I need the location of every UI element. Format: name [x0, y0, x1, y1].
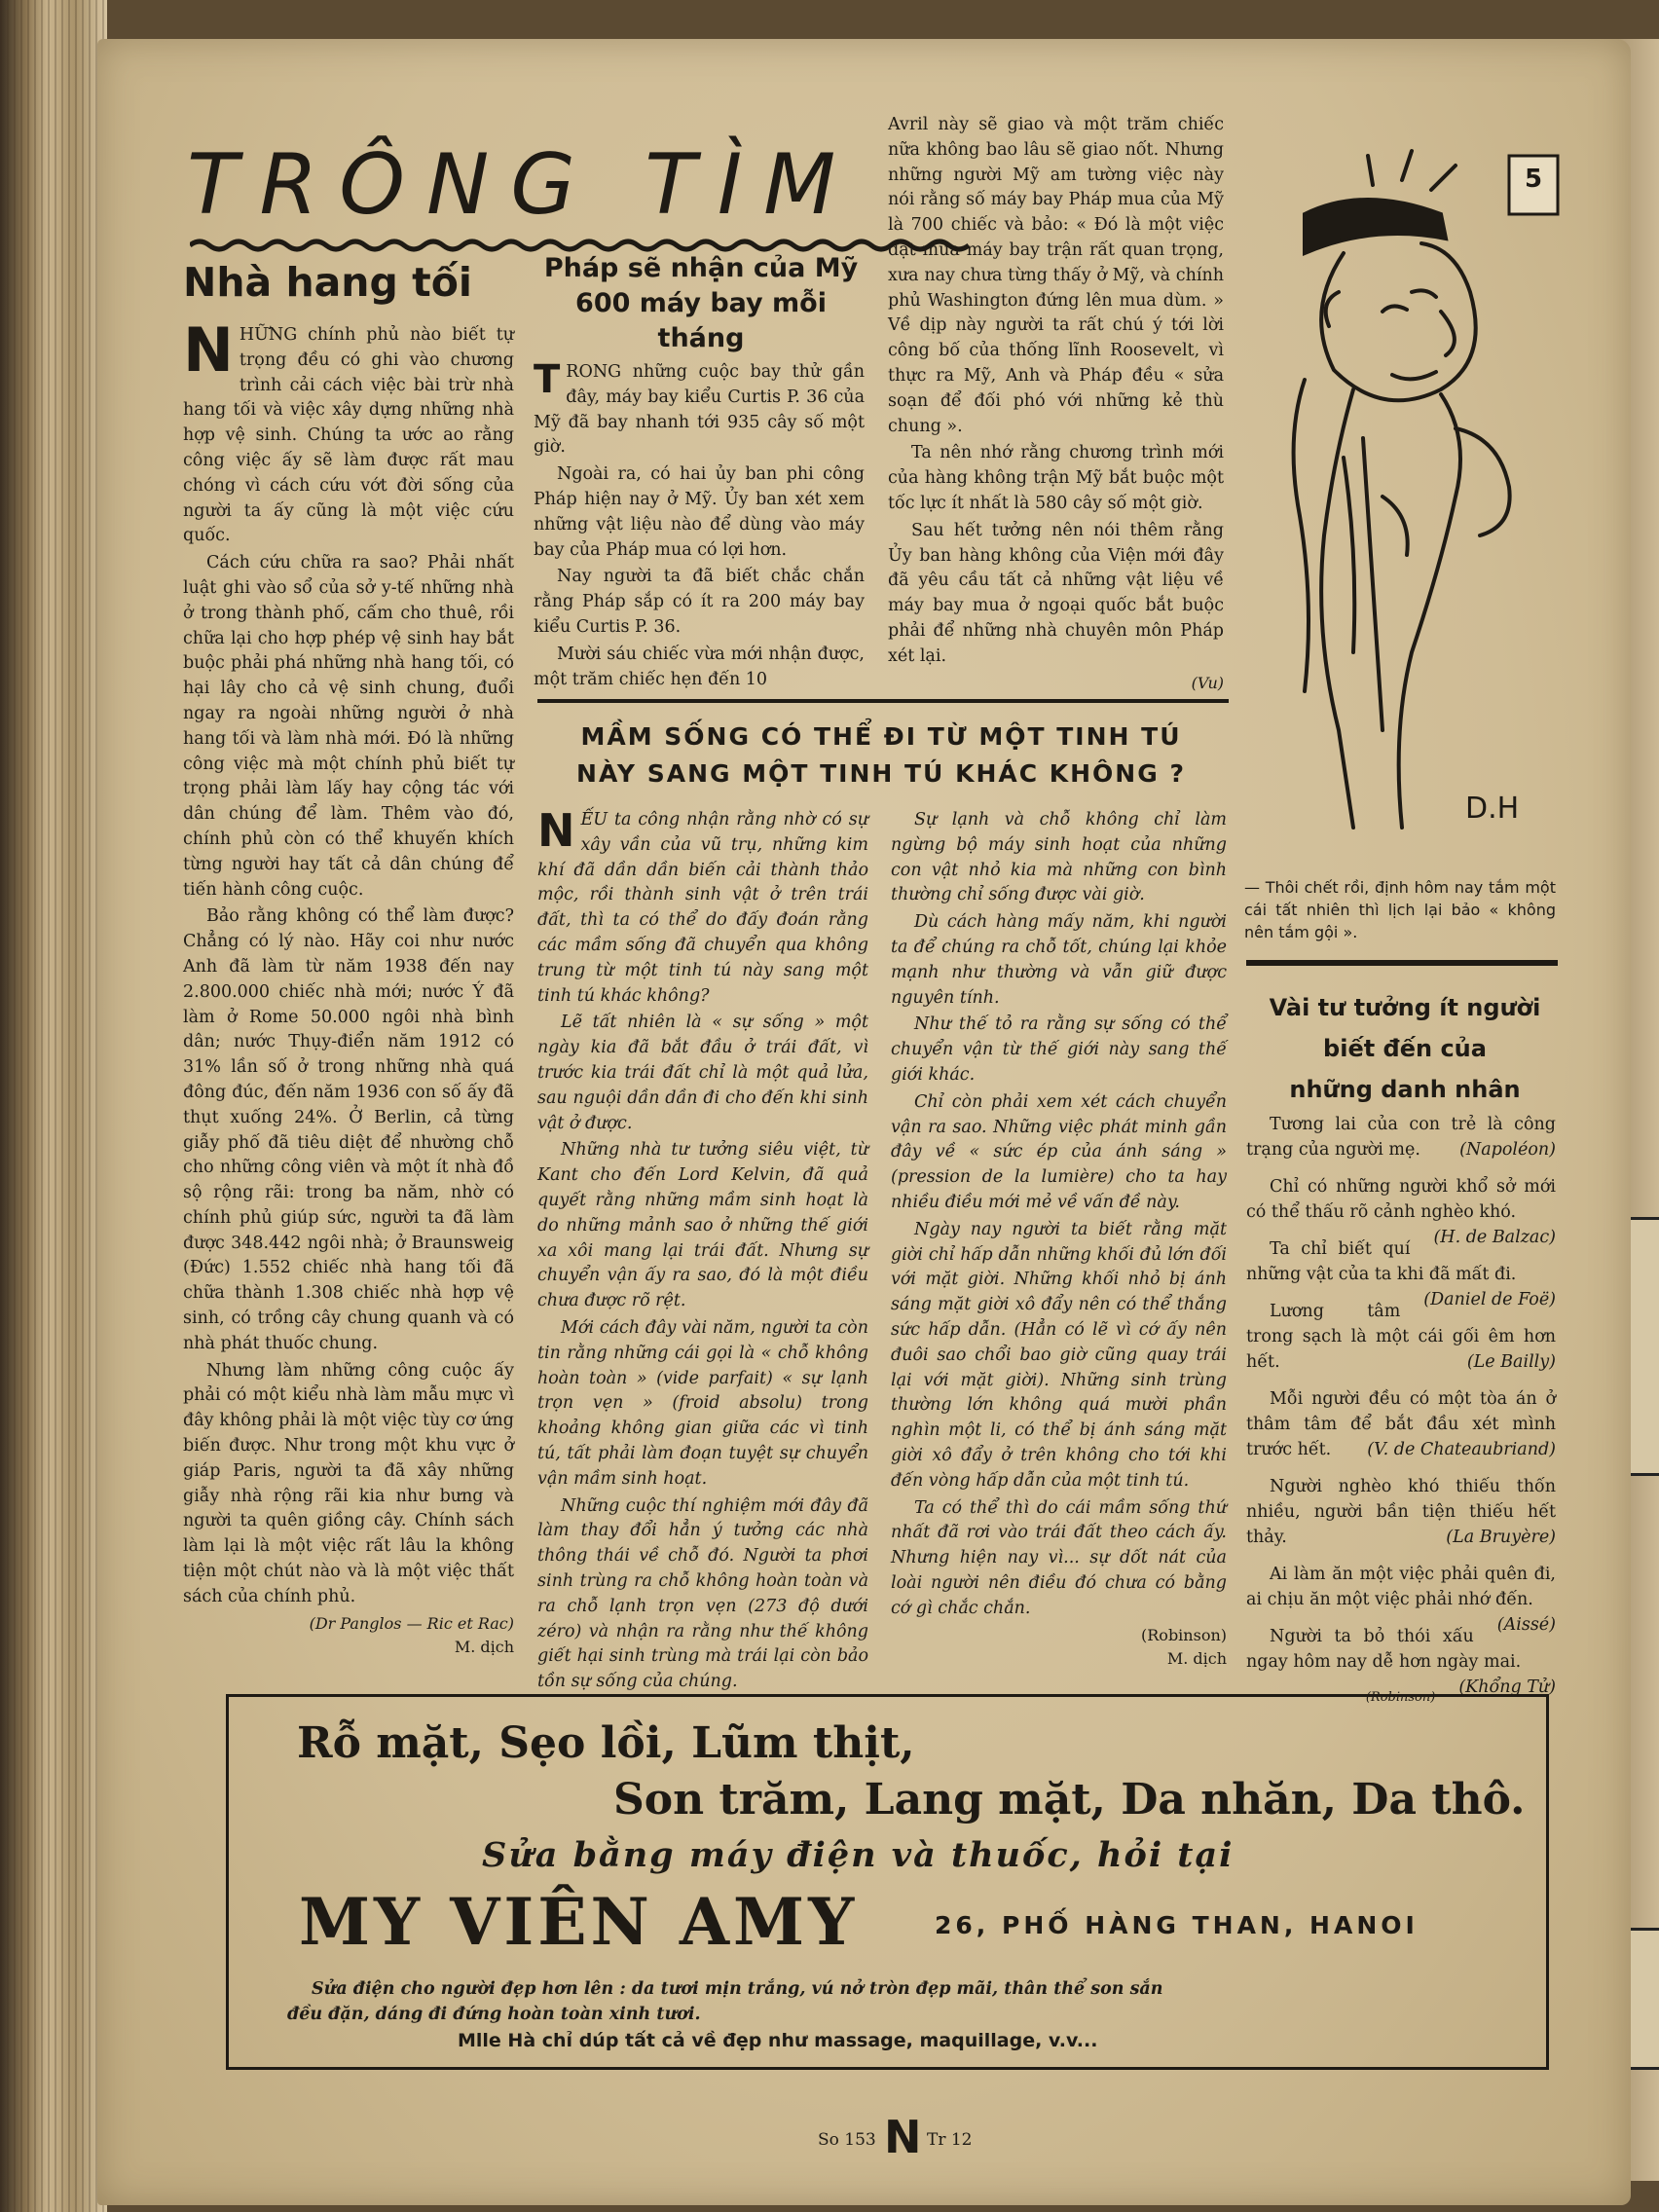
paragraph: Nay người ta đã biết chắc chắn rằng Pháp sắp có ít ra 200 máy bay kiểu Curtis P. 36. — [534, 567, 865, 637]
ad-line-4: Sửa điện cho người đẹp hơn lên : da tươi mịn trắng, vú nở tròn đẹp mãi, thân thể son sắn — [312, 1979, 1163, 1999]
paragraph: Nhưng làm những công cuộc ấy phải có một kiểu nhà làm mẫu mực vì đây không phải là một việc tùy cơ ứng biến được. Như trong một khu vực ở giáp Paris, người ta đã xây những giẫy nhà rộng rãi kia như bưng và người ta quên giồng cây. Chính sách làm lại là một việc rất lâu la không tiện một chút nào và là một việc thất sách của chính phủ. — [183, 1360, 514, 1606]
ad-address: 26, PHỐ HÀNG THAN, HANOI — [935, 1911, 1419, 1939]
ad-line-5: đều đặn, dáng đi đứng hoàn toàn xinh tươi. — [287, 2005, 701, 2024]
paragraph: Cách cứu chữa ra sao? Phải nhất luật ghi vào sổ của sở y-tế những nhà ở trong thành phố, cấm cho thuê, rồi chữa lại cho hợp phép vệ sinh hay bắt buộc phải phá những nhà hang tối, có hại lây cho cả vệ sinh chung, đuổi ngay ra ngoài những người ở nhà hang tối và làm nhà mới. Đó là những công việc mà một chính phủ biết tự trọng phải làm lấy hay cộng tác với dân chúng để làm. Thêm vào đó, chính phủ còn có thể khuyến khích từng người hay tất cả dân chúng để tiến hành công cuộc. — [183, 553, 514, 900]
quotes-list — [1246, 1112, 1556, 1710]
paragraph: Ta nên nhớ rằng chương trình mới của hàng không trận Mỹ bắt buộc một tốc lực ít nhất là 580 cây số một giờ. — [888, 443, 1224, 513]
quote-author: (La Bruyère) — [1446, 1528, 1556, 1547]
paragraph: Những nhà tư tưởng siêu việt, từ Kant cho đến Lord Kelvin, đã quả quyết rằng những mầm sinh hoạt là do những mảnh sao ở những thế giới xa xôi mang lại trái đất. Nhưng sự chuyển vận ấy ra sao, đó là một điều chưa được rõ rệt. — [537, 1140, 868, 1311]
quote-author: (Le Bailly) — [1466, 1352, 1556, 1372]
quote-text: Mỗi người đều có một tòa án ở thâm tâm để bắt đầu xét mình trước hết. — [1246, 1389, 1556, 1459]
article-nha-hang-toi — [183, 314, 514, 1659]
section-rule — [1246, 960, 1558, 966]
paragraph: Như thế tỏ ra rằng sự sống có thể chuyển vận từ thế giới này sang thế giới khác. — [891, 1014, 1227, 1085]
paragraph: RONG những cuộc bay thử gần đây, máy bay kiểu Curtis P. 36 của Mỹ đã bay nhanh tới 935 cây số một giờ. — [534, 362, 865, 458]
quote-item — [1246, 1386, 1556, 1462]
article-planes-col1 — [534, 357, 865, 694]
cartoon-illustration — [1246, 146, 1577, 866]
quote-author: (Napoléon) — [1459, 1140, 1556, 1160]
article-life-col1 — [537, 804, 868, 1697]
dropcap: T — [534, 357, 561, 402]
article-translator: M. dịch — [454, 1637, 514, 1656]
article-heading-nha-hang-toi: Nhà hang tối — [183, 259, 472, 306]
quote-author: (V. de Chateaubriand) — [1367, 1440, 1556, 1459]
quote-text: Người ta bỏ thói xấu ngay hôm nay dễ hơn ngày mai. — [1246, 1627, 1522, 1672]
article-source: (Robinson) — [1365, 1690, 1436, 1705]
quote-item — [1246, 1474, 1556, 1550]
quote-author: (Daniel de Foë) — [1423, 1290, 1556, 1309]
ad-line-3: Sửa bằng máy điện và thuốc, hỏi tại — [482, 1835, 1235, 1875]
quote-item — [1246, 1174, 1556, 1247]
heading-line: MẦM SỐNG CÓ THỂ ĐI TỪ MỘT TINH TÚ — [580, 722, 1182, 751]
heading-line: biết đến của — [1323, 1035, 1487, 1062]
issue-number: So 153 — [818, 2130, 876, 2150]
magazine-logo: N — [884, 2111, 922, 2163]
quote-item — [1246, 1562, 1556, 1635]
paragraph: Ta có thể thì do cái mầm sống thứ nhất đã rơi vào trái đất theo cách ấy. Nhưng hiện nay vì... sự dốt nát của loài người nên điều đó chưa có bằng cớ gì chắc chắn. — [891, 1497, 1227, 1618]
article-heading-planes: Pháp sẽ nhận của Mỹ 600 máy bay mỗi tháng — [543, 253, 859, 353]
paragraph: Những cuộc thí nghiệm mới đây đã làm thay đổi hẳn ý tưởng các nhà thông thái về chỗ đó. Người ta phơi sinh trùng ra chỗ không hoàn toàn và ra chỗ lạnh trọn vẹn (273 độ dưới zéro) và nhận ra rằng như thế không giết hại sinh trùng mà trái lại còn bảo tồn sự sống của chúng. — [537, 1495, 868, 1692]
quote-text: Ta chỉ biết quí những vật của ta khi đã mất đi. — [1246, 1239, 1517, 1284]
paragraph: Mới cách đây vài năm, người ta còn tin rằng những cái gọi là « chỗ không hoàn toàn » (vide parfait) « sự lạnh trọn vẹn » (froid absolu) trong khoảng không gian giữa các vì tinh tú, tất phải làm đoạn tuyệt sự chuyển vận mầm sinh hoạt. — [537, 1317, 868, 1489]
ad-brand: MY VIÊN AMY — [299, 1884, 859, 1960]
paragraph: Chỉ còn phải xem xét cách chuyển vận ra sao. Những việc phát minh gần đây về « sức ép của ánh sáng » (pression de la lumière) cho ta hay nhiều điều mới mẻ về vấn đề này. — [891, 1091, 1227, 1212]
paragraph: Ngày nay người ta biết rằng mặt giời chỉ hấp dẫn những khối đủ lớn đối với mặt giời. Những khối nhỏ bị ánh sáng mặt giời xô đẩy nên có thể thắng sức hấp dẫn. (Hẳn có lẽ vì cớ ấy nên đuôi sao chổi bao giờ cũng quay trái lại với mặt giời). Những sinh trùng thường lớn không quá mười phần nghìn một li, có thể bị ánh sáng mặt giời xô đẩy ở trên không cho tới khi đến vòng hấp dẫn của một tinh tú. — [891, 1219, 1227, 1491]
article-life-col2 — [891, 808, 1227, 1671]
paragraph: Avril này sẽ giao và một trăm chiếc nữa không bao lâu sẽ giao nốt. Nhưng những người Mỹ am tường việc này nói rằng số máy bay Pháp mua của Mỹ là 700 chiếc và bảo: « Đó là một việc đặt mua máy bay trận rất quan trọng, xưa nay chưa từng thấy ở Mỹ, và chính phủ Washington đứng lên mua dùm. » Về dịp này người ta rất chú ý tới lời công bố của thống lĩnh Roosevelt, vì thực ra Mỹ, Anh và Pháp đều « sửa soạn để đối phó với những kẻ thù chung ». — [888, 115, 1224, 436]
calendar-number: 5 — [1524, 165, 1543, 194]
paragraph: Sau hết tưởng nên nói thêm rằng Ủy ban hàng không của Viện mới đây đã yêu cầu tất cả những vật liệu về máy bay mua ở ngoại quốc bắt buộc phải để những nhà chuyên môn Pháp xét lại. — [888, 520, 1224, 666]
article-signature: (Vu) — [1191, 673, 1224, 692]
paragraph: Mười sáu chiếc vừa mới nhận được, một trăm chiếc hẹn đến 10 — [534, 644, 865, 689]
cartoon-signature: D.H — [1465, 792, 1520, 826]
quote-author: (Aissé) — [1496, 1615, 1556, 1635]
quote-item — [1246, 1112, 1556, 1162]
advertisement-box — [226, 1694, 1549, 2070]
paragraph: HỮNG chính phủ nào biết tự trọng đều có ghi vào chương trình cải cách việc bài trừ nhà hang tối và việc xây dựng những nhà hợp vệ sinh. Chúng ta ước ao rằng công việc ấy sẽ làm được rất mau chóng vì cách cứu vớt đời sống của người ta ấy cũng là một việc cứu quốc. — [183, 325, 514, 546]
paragraph: Ngoài ra, có hai ủy ban phi công Pháp hiện nay ở Mỹ. Ủy ban xét xem những vật liệu nào để dùng vào máy bay của Pháp mua có lợi hơn. — [534, 464, 865, 560]
heading-line: Vài tư tưởng ít người — [1269, 994, 1541, 1021]
dropcap: N — [537, 804, 575, 857]
quote-text: Người nghèo khó thiếu thốn nhiều, người bần tiện thiếu hết thảy. — [1246, 1477, 1556, 1547]
article-planes-col2 — [888, 113, 1224, 695]
article-heading-life — [540, 719, 1222, 793]
paragraph: Dù cách hàng mấy năm, khi người ta để chúng ra chỗ tốt, chúng lại khỏe mạnh như thường và vẫn giữ được nguyên tính. — [891, 912, 1227, 1008]
heading-line: NÀY SANG MỘT TINH TÚ KHÁC KHÔNG ? — [576, 759, 1186, 788]
cartoon-caption: — Thôi chết rồi, định hôm nay tắm một cái tất nhiên thì lịch lại bảo « không nên tắm gội ». — [1244, 878, 1556, 941]
quote-author: (H. de Balzac) — [1433, 1228, 1556, 1247]
quote-text: Ai làm ăn một việc phải quên đi, ai chịu ăn một việc phải nhớ đến. — [1246, 1565, 1556, 1609]
ad-line-6: Mlle Hà chỉ dúp tất cả về đẹp như massage, maquillage, v.v... — [458, 2030, 1098, 2051]
paragraph: Sự lạnh và chỗ không chỉ làm ngừng bộ máy sinh hoạt của những con vật nhỏ kia mà những con bình thường chỉ sống được vài giờ. — [891, 810, 1227, 905]
page-title: TRÔNG TÌM — [187, 136, 858, 234]
paragraph: Bảo rằng không có thể làm được? Chẳng có lý nào. Hãy coi như nước Anh đã làm từ năm 1938 đến nay 2.800.000 chiếc nhà mới; nước Ý đã làm ở Rome 50.000 ngôi nhà bình dân; nước Thụy-điển năm 1912 có 31% lần số ở trong những nhà quá đông đúc, đến năm 1936 con số ấy đã thụt xuống 24%. Ở Berlin, cả từng giẫy phố đã tiêu diệt để nhường chỗ cho những công viên và một ít nhà đồ sộ rộng rãi: trong ba năm, nhờ có chính phủ giúp sức, người ta đã làm được 348.442 ngôi nhà; ở Braunsweig (Đức) 1.552 chiếc nhà hang tối đã chữa thành 1.308 chiếc nhà hợp vệ sinh, có trồng cây chung quanh và có nhà phát thuốc chung. — [183, 906, 514, 1353]
dropcap: N — [183, 314, 234, 386]
article-source: (Robinson) — [1141, 1625, 1227, 1644]
page-footer — [818, 2111, 1013, 2169]
article-heading-quotes — [1244, 987, 1566, 1110]
article-translator: M. dịch — [1166, 1648, 1227, 1668]
book-binding — [0, 0, 107, 2212]
article-source: (Dr Panglos — Ric et Rac) — [309, 1613, 514, 1633]
section-rule — [537, 699, 1229, 703]
ad-line-2: Son trăm, Lang mặt, Da nhăn, Da thô. — [613, 1775, 1526, 1825]
quote-text: Chỉ có những người khổ sở mới có thể thấu rõ cảnh nghèo khó. — [1246, 1177, 1556, 1222]
quote-text: Tương lai của con trẻ là công trạng của người mẹ. — [1246, 1115, 1556, 1160]
quote-text: Lương tâm trong sạch là một cái gối êm hơn hết. — [1246, 1302, 1556, 1372]
heading-line: những danh nhân — [1289, 1076, 1521, 1103]
ad-line-1: Rỗ mặt, Sẹo lồi, Lũm thịt, — [297, 1718, 915, 1768]
paragraph: ẾU ta công nhận rằng nhờ có sự xây vần của vũ trụ, những kim khí đã dần dần biến cải thành thảo mộc, rồi thành sinh vật ở trên trái đất, thì ta có thể do đấy đoán rằng các mầm sống đã chuyển qua không trung từ một tinh tú này sang một tinh tú khác không? — [537, 810, 868, 1006]
page-number: Tr 12 — [927, 2130, 973, 2150]
newspaper-page — [97, 39, 1631, 2205]
paragraph: Lẽ tất nhiên là « sự sống » một ngày kia đã bắt đầu ở trái đất, vì trước kia trái đất chỉ là một quả lửa, sau nguội dần dần đi cho đến khi sinh vật ở được. — [537, 1013, 868, 1133]
quote-author: (Khổng Tử) — [1458, 1677, 1556, 1697]
